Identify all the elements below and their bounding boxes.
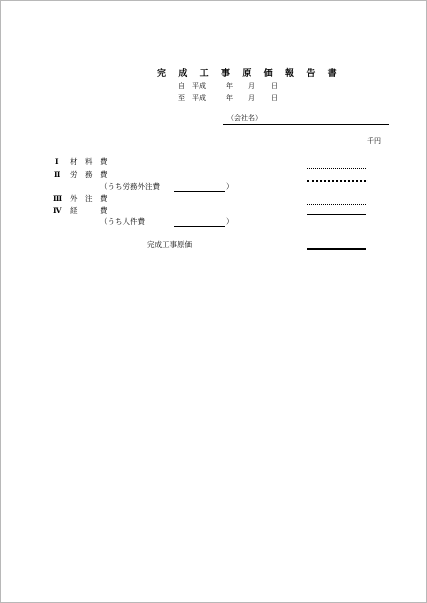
period-to-prefix: 至 [178, 94, 185, 102]
company-name-underline [223, 124, 389, 125]
item-numeral: Ⅱ [54, 170, 61, 179]
sub-label-close: ） [226, 182, 234, 191]
report-title: 完 成 工 事 原 価 報 告 書 [157, 69, 342, 79]
period-to-month: 月 [248, 94, 255, 102]
item-label: 労 務 費 [70, 170, 108, 179]
total-label: 完成工事原価 [147, 240, 192, 249]
period-from-era: 平成 [192, 82, 206, 90]
item-label: 材 料 費 [70, 157, 108, 166]
item-numeral: Ⅲ [53, 194, 63, 203]
sub-label-close: ） [226, 217, 234, 226]
period-to-day: 日 [271, 94, 278, 102]
period-from-day: 日 [271, 82, 278, 90]
sub-label-open: （うち人件費 [100, 217, 145, 226]
item-numeral: Ⅳ [53, 206, 62, 215]
sub-label-open: （うち労務外注費 [100, 182, 160, 191]
period-to-year: 年 [226, 94, 233, 102]
unit-label: 千円 [367, 137, 381, 145]
period-from-prefix: 自 [178, 82, 185, 90]
period-to-era: 平成 [192, 94, 206, 102]
period-from-month: 月 [248, 82, 255, 90]
amount-line [307, 204, 366, 205]
sub-amount-line [174, 226, 225, 227]
amount-line [307, 168, 366, 169]
item-label: 外 注 費 [70, 194, 108, 203]
sub-amount-line [174, 191, 225, 192]
total-amount-line [307, 248, 366, 250]
amount-line [307, 180, 366, 182]
item-label: 経 費 [70, 206, 108, 215]
period-from-year: 年 [226, 82, 233, 90]
amount-line [307, 214, 366, 215]
company-label: （会社名） [227, 114, 262, 122]
item-numeral: Ⅰ [55, 157, 59, 166]
